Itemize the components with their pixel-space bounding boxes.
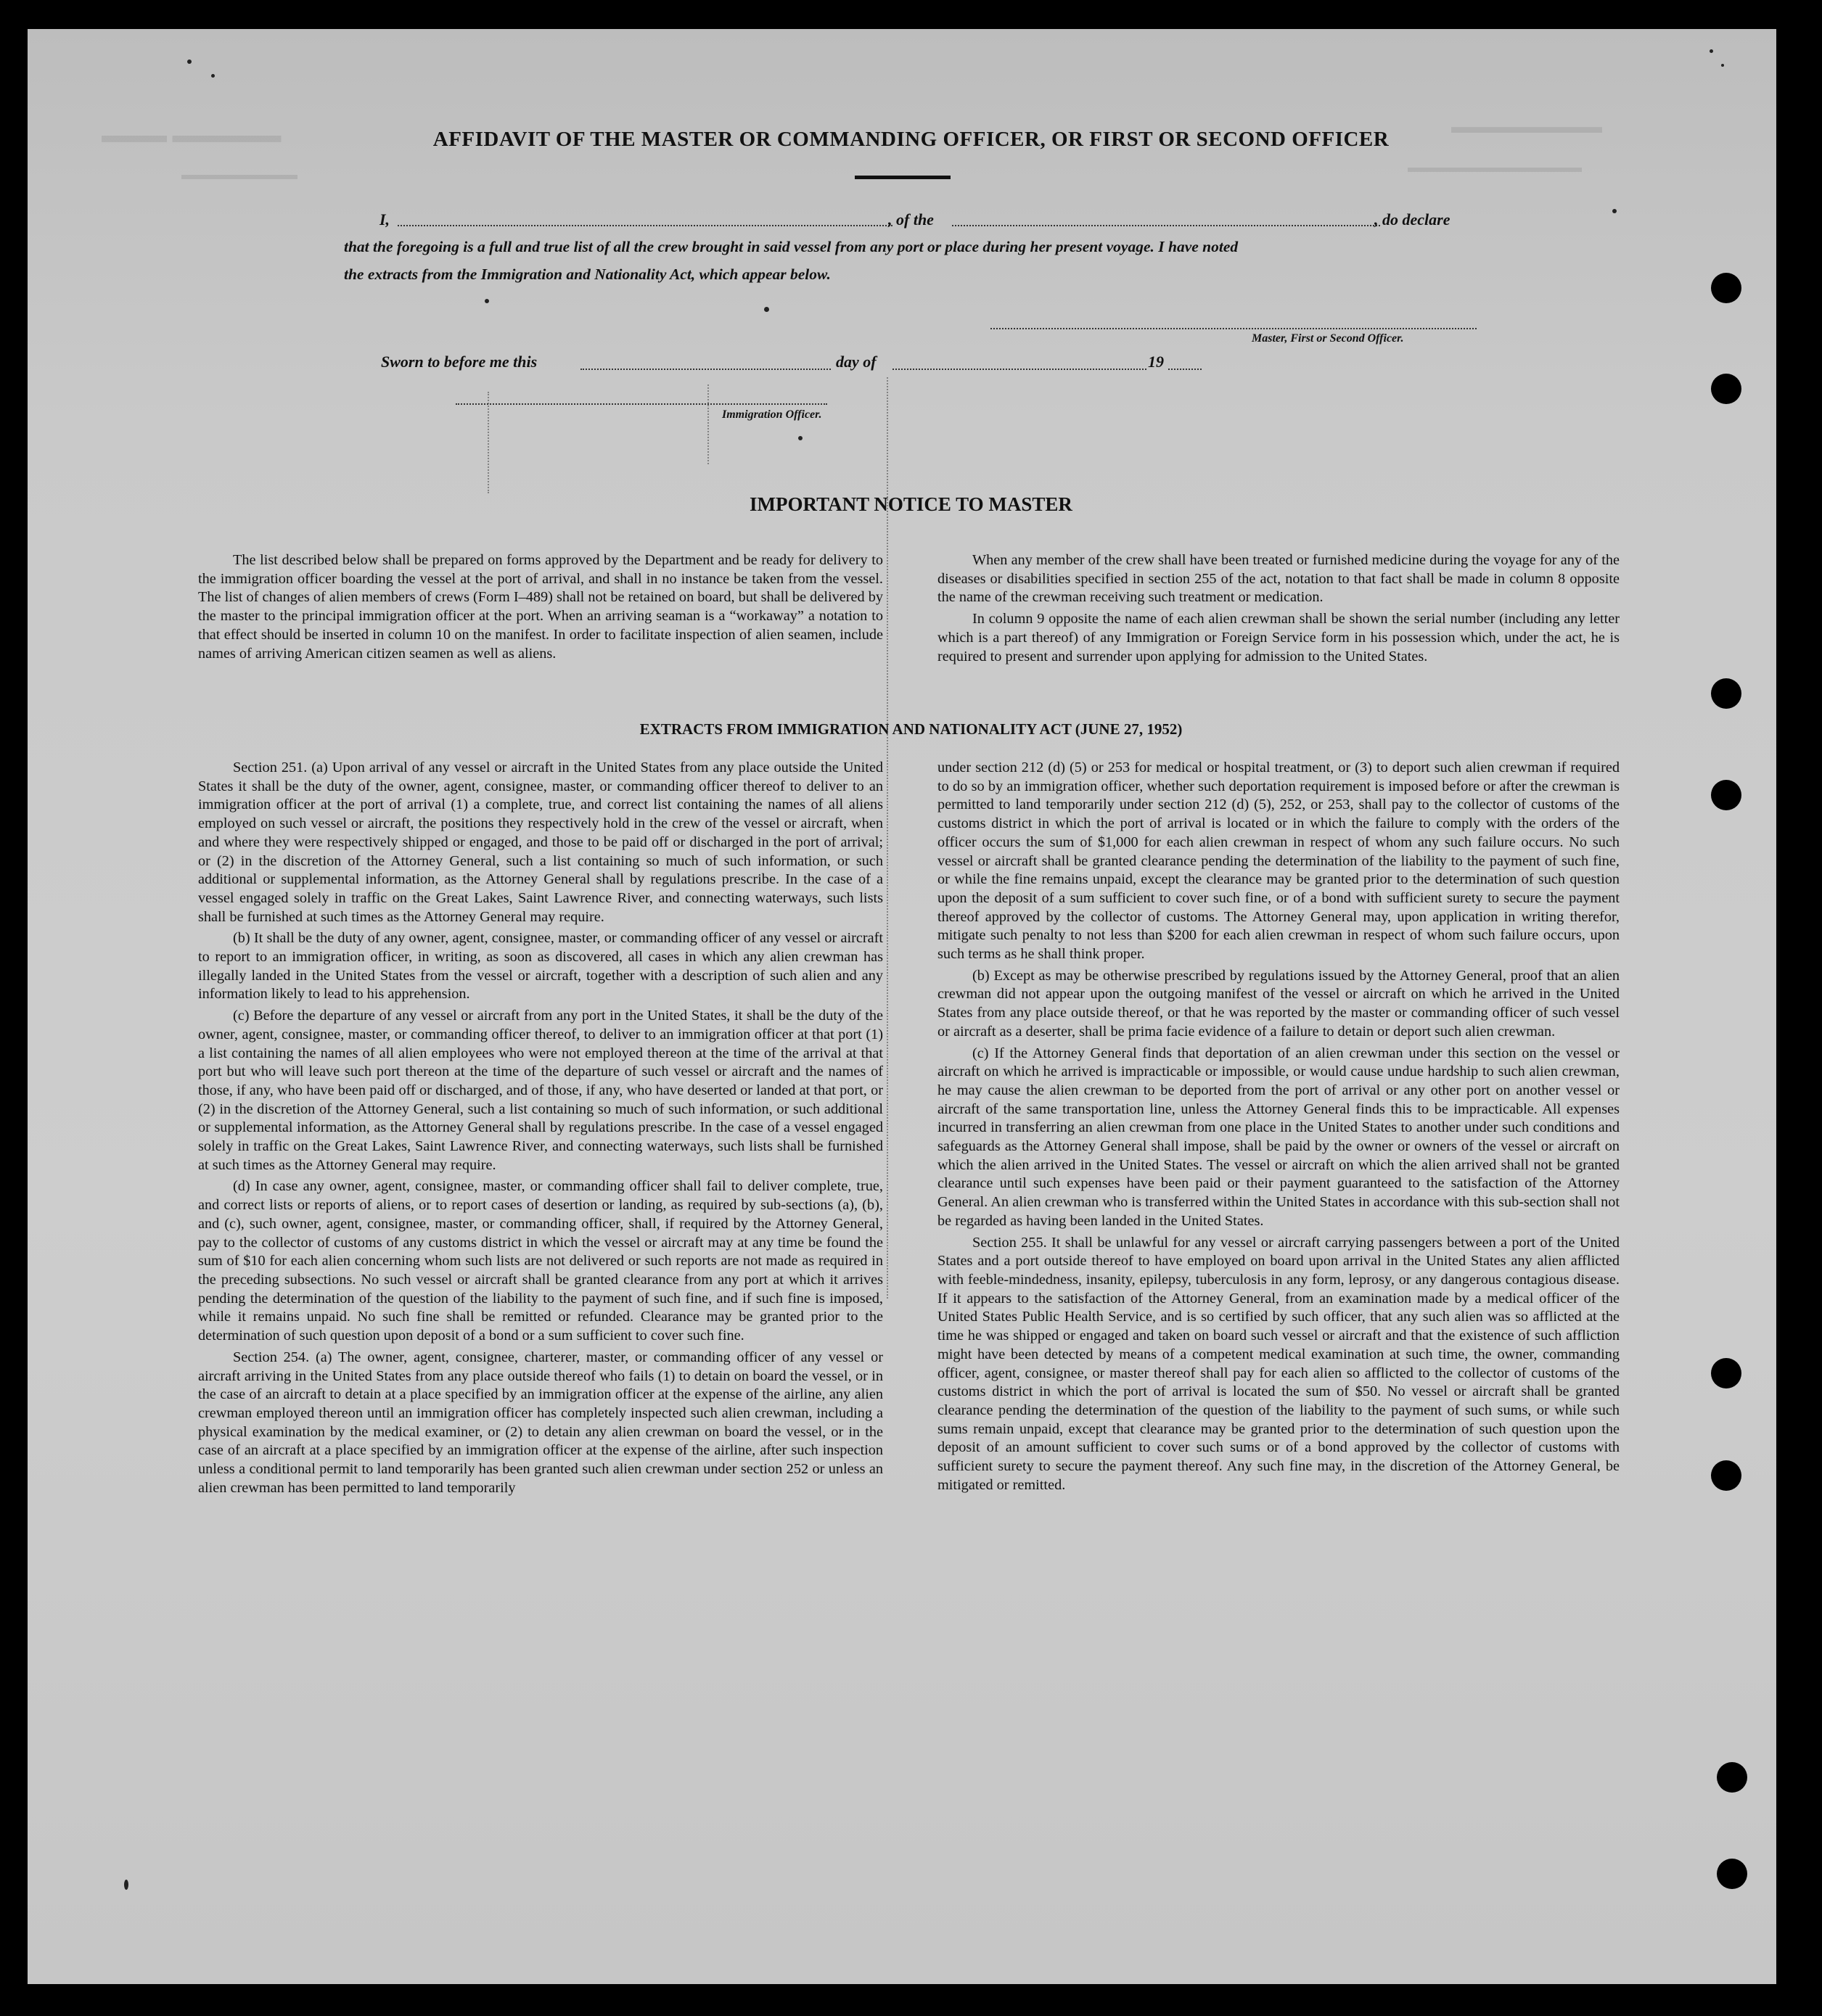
declarant-label: I, bbox=[379, 210, 390, 229]
section-254-b: (b) Except as may be otherwise prescribed by regulations issued by the Attorney General, proof that an alien crewman did not appear upon the outgoing manifest of the vessel or aircraft on which he arrived in the United States from any place outside thereof, or that he was reported by the master or commanding officer of such vessel or aircraft as a deserter, shall be prima facie evidence of a failure to detain or deport such alien crewman. bbox=[937, 967, 1620, 1040]
punch-hole bbox=[1717, 1762, 1747, 1793]
punch-hole bbox=[1717, 1859, 1747, 1889]
sworn-year-field[interactable] bbox=[1168, 369, 1202, 370]
sworn-day-field[interactable] bbox=[580, 369, 831, 370]
punch-hole bbox=[1711, 374, 1741, 404]
bleed-through: ▬▬▬▬▬▬▬▬▬▬▬▬ bbox=[1408, 160, 1582, 176]
notice-right-paragraph-2: In column 9 opposite the name of each alien crewman shall be shown the serial number (including any letter which is a part thereof) of any Immigration or Foreign Service form in his possession which, under the act, he is required to present and surrender upon applying for admission to the United States. bbox=[937, 611, 1620, 665]
notice-right-column bbox=[937, 551, 1620, 669]
bleed-through bbox=[488, 392, 489, 493]
bleed-through: ▬▬▬ ▬▬▬▬▬ bbox=[102, 123, 282, 147]
punch-hole bbox=[1711, 1460, 1741, 1491]
notice-left-paragraph: The list described below shall be prepared on forms approved by the Department and be ready for delivery to the immigration officer boarding the vessel at the port of arrival, and shall in no instance be taken from the vessel. The list of changes of alien members of crews (Form I–489) shall not be retained on board, but shall be delivered by the master to the principal immigration officer at the port. When an arriving seaman is a “workaway” a notation to that effect should be inserted in column 10 on the manifest. In order to facilitate inspection of alien seamen, include names of arriving American citizen seamen as well as aliens. bbox=[198, 552, 883, 662]
officer-signature-field[interactable] bbox=[456, 403, 827, 405]
declaration-line-2: the extracts from the Immigration and Nationality Act, which appear below. bbox=[344, 266, 831, 283]
master-signature-field[interactable] bbox=[990, 328, 1477, 329]
declarant-name-field[interactable] bbox=[398, 225, 892, 226]
officer-signature-label: Immigration Officer. bbox=[722, 408, 822, 421]
extracts-left-column bbox=[198, 759, 883, 1500]
declaration-line-1: that the foregoing is a full and true list of all the crew brought in said vessel from any port or place during her present voyage. I have noted bbox=[344, 238, 1239, 255]
speck bbox=[1612, 209, 1617, 213]
of-the-label: , of the bbox=[888, 210, 934, 229]
section-251-b: (b) It shall be the duty of any owner, agent, consignee, master, or commanding officer of any vessel or aircraft to report to an immigration officer, in writing, as soon as discovered, all cases in which any alien crewman has illegally landed in the United States from the vessel or aircraft, together with a description of such alien and any information likely to lead to his apprehension. bbox=[198, 930, 883, 1003]
section-255: Section 255. It shall be unlawful for any vessel or aircraft carrying passengers between a port of the United States and a port outside thereof to have employed on board upon arrival in the United States any alien afflicted with feeble-mindedness, insanity, epilepsy, tuberculosis in any form, leprosy, or any dangerous contagious disease. If it appears to the satisfaction of the Attorney General, from an examination made by a medical officer of the United States Public Health Service, and is so certified by such officer, that any such alien was so afflicted at the time he was shipped or engaged and taken on board such vessel or aircraft and that the existence of such affliction might have been detected by means of a competent medical examination at such time, the owner, commanding officer, agent, consignee, or master thereof shall pay for each alien so afflicted to the collector of customs of the customs district in which the port of arrival is located the sum of $50. No vessel or aircraft shall be granted clearance pending the determination of the question of the liability to the payment of such sums, or while such sums remain unpaid, except that clearance may be granted prior to the determination of such question upon the deposit of an amount sufficient to cover such sums or of a bond approved by the collector of customs with sufficient surety to secure the payment thereof. Any such fine may, in the discretion of the Attorney General, be mitigated or remitted. bbox=[937, 1234, 1620, 1493]
section-251-a: Section 251. (a) Upon arrival of any vessel or aircraft in the United States from any place outside the United States it shall be the duty of the owner, agent, consignee, master, or commanding officer thereof to deliver to an immigration officer at the port of arrival (1) a complete, true, and correct list containing the names of all aliens employed on such vessel or aircraft, the positions they respectively hold in the crew of the vessel or aircraft, when and where they were respectively shipped or engaged, and those to be paid off or discharged in the port of arrival; or (2) in the discretion of the Attorney General, such a list containing so much of such information, or such additional or supplemental information, as the Attorney General shall by regulations prescribe. In the case of a vessel engaged solely in traffic on the Great Lakes, Saint Lawrence River, and connecting waterways, such lists shall be furnished at such times as the Attorney General may require. bbox=[198, 760, 883, 925]
speck bbox=[1710, 49, 1713, 53]
extracts-right-column bbox=[937, 759, 1620, 1497]
bleed-through: ▬▬▬▬▬▬▬▬ bbox=[181, 167, 297, 183]
day-of-label: day of bbox=[836, 353, 877, 371]
speck bbox=[1721, 64, 1724, 67]
speck bbox=[798, 436, 803, 440]
section-254-a: Section 254. (a) The owner, agent, consignee, charterer, master, or commanding officer of any vessel or aircraft arriving in the United States from any place outside thereof who fails (1) to detain on board the vessel, or in the case of an aircraft to detain at a place specified by an immigration officer at the expense of the airline, any alien crewman employed thereon until an immigration officer has completely inspected such alien crewman, including a physical examination by the medical examiner, or (2) to detain any alien crewman on board the vessel, or in the case of an aircraft at a place specified by an immigration officer at the expense of the airline, after such inspection unless a conditional permit to land temporarily has been granted such alien crewman under section 252 or unless an alien crewman has been permitted to land temporarily bbox=[198, 1349, 883, 1496]
section-254-c: (c) If the Attorney General finds that deportation of an alien crewman under this section on the vessel or aircraft on which he arrived is impracticable or impossible, or would cause undue hardship to such alien crewman, he may cause the alien crewman to be deported from the port of arrival or any other port on another vessel or aircraft of the same transportation line, unless the Attorney General finds this to be impracticable. All expenses incurred in transferring an alien crewman from one place in the United States to another under such conditions and safeguards as the Attorney General shall impose, shall be paid by the owner or owners of the vessel or aircraft on which the alien arrived in the United States. The vessel or aircraft on which the alien arrived shall not be granted clearance until such expenses have been paid or their payment guaranteed to the satisfaction of the Attorney General. An alien crewman who is transferred within the United States in accordance with this sub-section shall not be regarded as having been landed in the United States. bbox=[937, 1045, 1620, 1229]
speck bbox=[485, 299, 489, 303]
sworn-month-field[interactable] bbox=[892, 369, 1146, 370]
speck bbox=[211, 74, 215, 78]
punch-hole bbox=[1711, 780, 1741, 810]
extracts-title: EXTRACTS FROM IMMIGRATION AND NATIONALITY ACT (JUNE 27, 1952) bbox=[639, 720, 1183, 738]
master-signature-label: Master, First or Second Officer. bbox=[1252, 332, 1404, 345]
year-prefix: 19 bbox=[1148, 353, 1164, 371]
sworn-label: Sworn to before me this bbox=[381, 353, 538, 371]
punch-hole bbox=[1711, 1358, 1741, 1388]
notice-right-paragraph-1: When any member of the crew shall have been treated or furnished medicine during the voyage for any of the diseases or disabilities specified in section 255 of the act, notation to that fact shall be made in column 8 opposite the name of the crewman receiving such treatment or medication. bbox=[937, 552, 1620, 606]
speck bbox=[124, 1880, 128, 1890]
notice-left-column bbox=[198, 551, 883, 666]
notice-title: IMPORTANT NOTICE TO MASTER bbox=[750, 493, 1072, 515]
section-251-c: (c) Before the departure of any vessel or aircraft from any port in the United States, it shall be the duty of the owner, agent, consignee, master, or commanding officer thereof, to deliver to an immigration officer at that port (1) a list containing the names of all alien employees who were not employed thereon at the time of the arrival at that port but who will leave such port thereon at the time of the departure of such vessel or aircraft and the names of those, if any, who have been paid off or discharged, and of those, if any, who have deserted or landed at that port, or (2) in the discretion of the Attorney General, such a list containing so much of such information, or such additional or supplemental information, as the Attorney General shall by regulations prescribe. In the case of a vessel engaged solely in traffic on the Great Lakes, Saint Lawrence River, and connecting waterways, such lists shall be furnished at such times as the Attorney General may require. bbox=[198, 1008, 883, 1173]
speck bbox=[764, 307, 769, 312]
affidavit-title: AFFIDAVIT OF THE MASTER OR COMMANDING OFFICER, OR FIRST OR SECOND OFFICER bbox=[432, 128, 1390, 151]
bleed-through: ▬▬▬▬▬▬▬▬ bbox=[1451, 116, 1602, 137]
section-251-d: (d) In case any owner, agent, consignee, master, or commanding officer shall fail to deliver complete, true, and correct lists or reports of aliens, or to report cases of desertion or landing, as required by sub-sections (a), (b), and (c), such owner, agent, consignee, master, or commanding officer, shall, if required by the Attorney General, pay to the collector of customs of any customs district in which the vessel or aircraft may at any time be found the sum of $10 for each alien concerning whom such lists are not delivered or such reports are not made as required in the preceding subsections. No such vessel or aircraft shall be granted clearance from any port at which it arrives pending the determination of the question of the liability to the payment of such fine, and if such fine is imposed, while it remains unpaid. No such fine shall be remitted or refunded. Clearance may be granted prior to the determination of such question upon deposit of a bond or a sum sufficient to cover such fine. bbox=[198, 1178, 883, 1344]
vessel-name-field[interactable] bbox=[952, 225, 1380, 226]
punch-hole bbox=[1711, 273, 1741, 303]
bleed-through bbox=[707, 384, 709, 464]
section-254-a-continued: under section 212 (d) (5) or 253 for medical or hospital treatment, or (3) to deport such alien crewman if required to do so by an immigration officer, whether such deportation requirement is imposed before or after the crewman is permitted to land temporarily under section 212 (d) (5), 252, or 253, shall pay to the collector of customs of the customs district in which the port of arrival is located or in which the failure to comply with the orders of the officer occurs the sum of $1,000 for each alien crewman in respect of whom any such failure occurs. No such vessel or aircraft shall be granted clearance pending the determination of the liability to the payment of such fine, or while the fine remains unpaid, except the clearance may be granted prior to the determination of such question upon the deposit of a sum sufficient to cover such fine, or of a bond with sufficient surety to secure the payment thereof approved by the collector of customs. The Attorney General may, upon application in writing therefor, mitigate such penalty to not less than $200 for each alien crewman in respect of whom such failure occurs, upon such terms as he shall think proper. bbox=[937, 760, 1620, 963]
title-rule bbox=[855, 176, 951, 179]
do-declare-label: , do declare bbox=[1374, 210, 1450, 229]
punch-hole bbox=[1711, 678, 1741, 709]
speck bbox=[187, 59, 192, 64]
